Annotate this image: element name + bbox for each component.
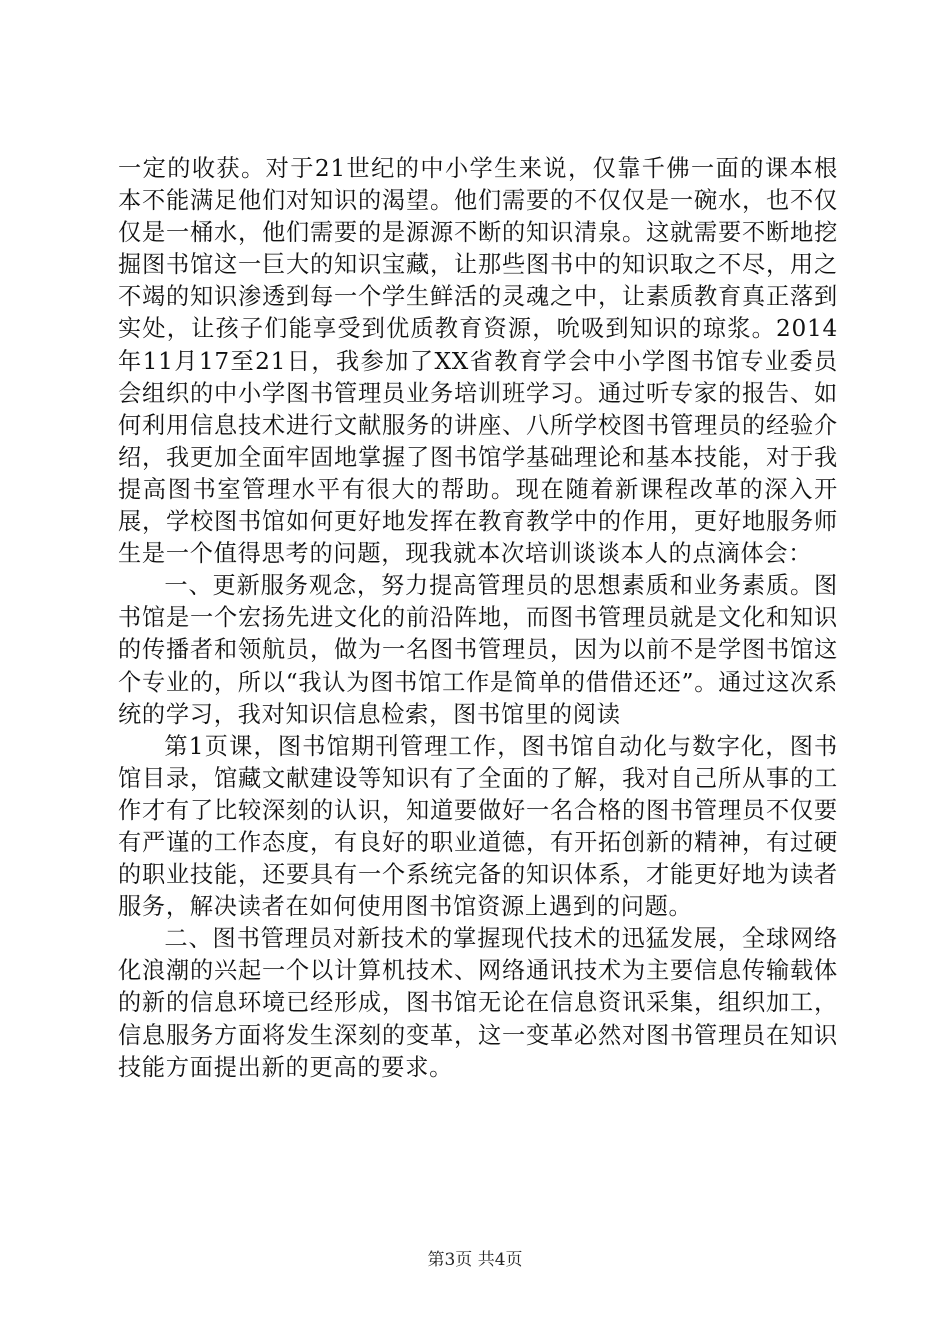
page-footer: 第3页 共4页	[427, 1250, 523, 1270]
document-body	[118, 153, 838, 1084]
paragraph: 一定的收获。对于21世纪的中小学生来说，仅靠千佛一面的课本根本不能满足他们对知识的渴望。他们需要的不仅仅是一碗水，也不仅仅是一桶水，他们需要的是源源不断的知识清泉。这就需要不断地挖掘图书馆这一巨大的知识宝藏，让那些图书中的知识取之不尽，用之不竭的知识渗透到每一个学生鲜活的灵魂之中，让素质教育真正落到实处，让孩子们能享受到优质教育资源，吮吸到知识的琼浆。2014年11月17至21日，我参加了XX省教育学会中小学图书馆专业委员会组织的中小学图书管理员业务培训班学习。通过听专家的报告、如何利用信息技术进行文献服务的讲座、八所学校图书管理员的经验介绍，我更加全面牢固地掌握了图书馆学基础理论和基本技能，对于我提高图书室管理水平有很大的帮助。现在随着新课程改革的深入开展，学校图书馆如何更好地发挥在教育教学中的作用，更好地服务师生是一个值得思考的问题，现我就本次培训谈谈本人的点滴体会：	[118, 155, 838, 568]
paragraph: 一、更新服务观念，努力提高管理员的思想素质和业务素质。图书馆是一个宏扬先进文化的前沿阵地，而图书管理员就是文化和知识的传播者和领航员，做为一名图书管理员，因为以前不是学图书馆这个专业的，所以“我认为图书馆工作是简单的借借还还”。通过这次系统的学习，我对知识信息检索，图书馆里的阅读	[118, 572, 838, 728]
paragraph: 第1页课，图书馆期刊管理工作，图书馆自动化与数字化，图书馆目录，馆藏文献建设等知识有了全面的了解，我对自己所从事的工作才有了比较深刻的认识，知道要做好一名合格的图书管理员不仅要有严谨的工作态度，有良好的职业道德，有开拓创新的精神，有过硬的职业技能，还要具有一个系统完备的知识体系，才能更好地为读者服务，解决读者在如何使用图书馆资源上遇到的问题。	[118, 732, 838, 921]
paragraph: 二、图书管理员对新技术的掌握现代技术的迅猛发展，全球网络化浪潮的兴起一个以计算机技术、网络通讯技术为主要信息传输载体的新的信息环境已经形成，图书馆无论在信息资讯采集，组织加工，信息服务方面将发生深刻的变革，这一变革必然对图书管理员在知识技能方面提出新的更高的要求。	[118, 925, 838, 1081]
